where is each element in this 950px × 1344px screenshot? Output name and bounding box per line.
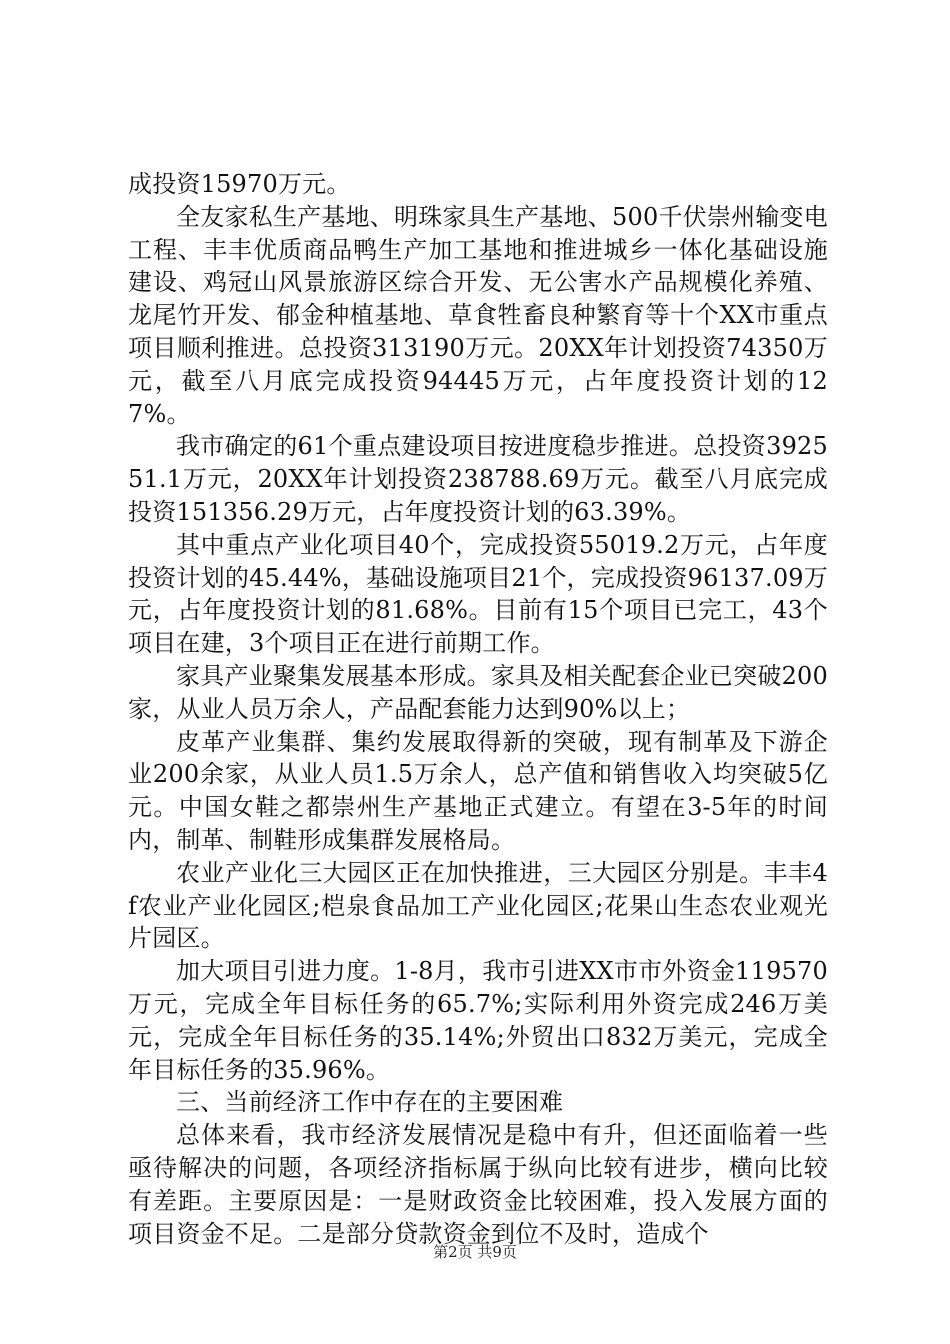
paragraph-industrial-projects: 其中重点产业化项目40个，完成投资55019.2万元，占年度投资计划的45.44%，基础设施项目21个，完成投资96137.09万元，占年度投资计划的81.68%。目前有15个项目已完工，43个项目在建，3个项目正在进行前期工作。: [128, 530, 828, 658]
paragraph-leather-industry: 皮革产业集群、集约发展取得新的突破，现有制革及下游企业200余家，从业人员1.5万余人，总产值和销售收入均突破5亿元。中国女鞋之都崇州生产基地正式建立。有望在3-5年的时间内，制革、制鞋形成集群发展格局。: [128, 727, 828, 854]
paragraph-investment-attraction: 加大项目引进力度。1-8月，我市引进XX市市外资金119570万元，完成全年目标任务的65.7%;实际利用外资完成246万美元，完成全年目标任务的35.14%;外贸出口832万美元，完成全年目标任务的35.96%。: [128, 957, 828, 1084]
paragraph-agriculture-parks: 农业产业化三大园区正在加快推进，三大园区分别是。丰丰4f农业产业化园区;桤泉食品加工产业化园区;花果山生态农业观光片园区。: [128, 858, 828, 953]
paragraph-overall-summary: 总体来看，我市经济发展情况是稳中有升，但还面临着一些亟待解决的问题，各项经济指标属于纵向比较有进步，横向比较有差距。主要原因是：一是财政资金比较困难，投入发展方面的项目资金不足。二是部分贷款资金到位不及时，造成个: [128, 1121, 828, 1248]
paragraph-continuation: 成投资15970万元。: [128, 170, 351, 198]
page-footer: 第2页 共9页: [433, 1243, 517, 1261]
paragraph-furniture-industry: 家具产业聚集发展基本形成。家具及相关配套企业已突破200家，从业人员万余人，产品配套能力达到90%以上；: [128, 661, 828, 723]
paragraph-key-projects: 全友家私生产基地、明珠家具生产基地、500千伏崇州输变电工程、丰丰优质商品鸭生产加工基地和推进城乡一体化基础设施建设、鸡冠山风景旅游区综合开发、无公害水产品规模化养殖、龙尾竹开发、郁金种植基地、草食牲畜良种繁育等十个XX市重点项目顺利推进。总投资313190万元。20XX年计划投资74350万元，截至八月底完成投资94445万元，占年度投资计划的127%。: [128, 202, 828, 428]
document-body: [128, 168, 828, 1250]
section-heading-difficulties: 三、当前经济工作中存在的主要困难: [176, 1088, 564, 1117]
paragraph-61-projects: 我市确定的61个重点建设项目按进度稳步推进。总投资392551.1万元，20XX年计划投资238788.69万元。截至八月底完成投资151356.29万元，占年度投资计划的63.39%。: [128, 432, 828, 526]
